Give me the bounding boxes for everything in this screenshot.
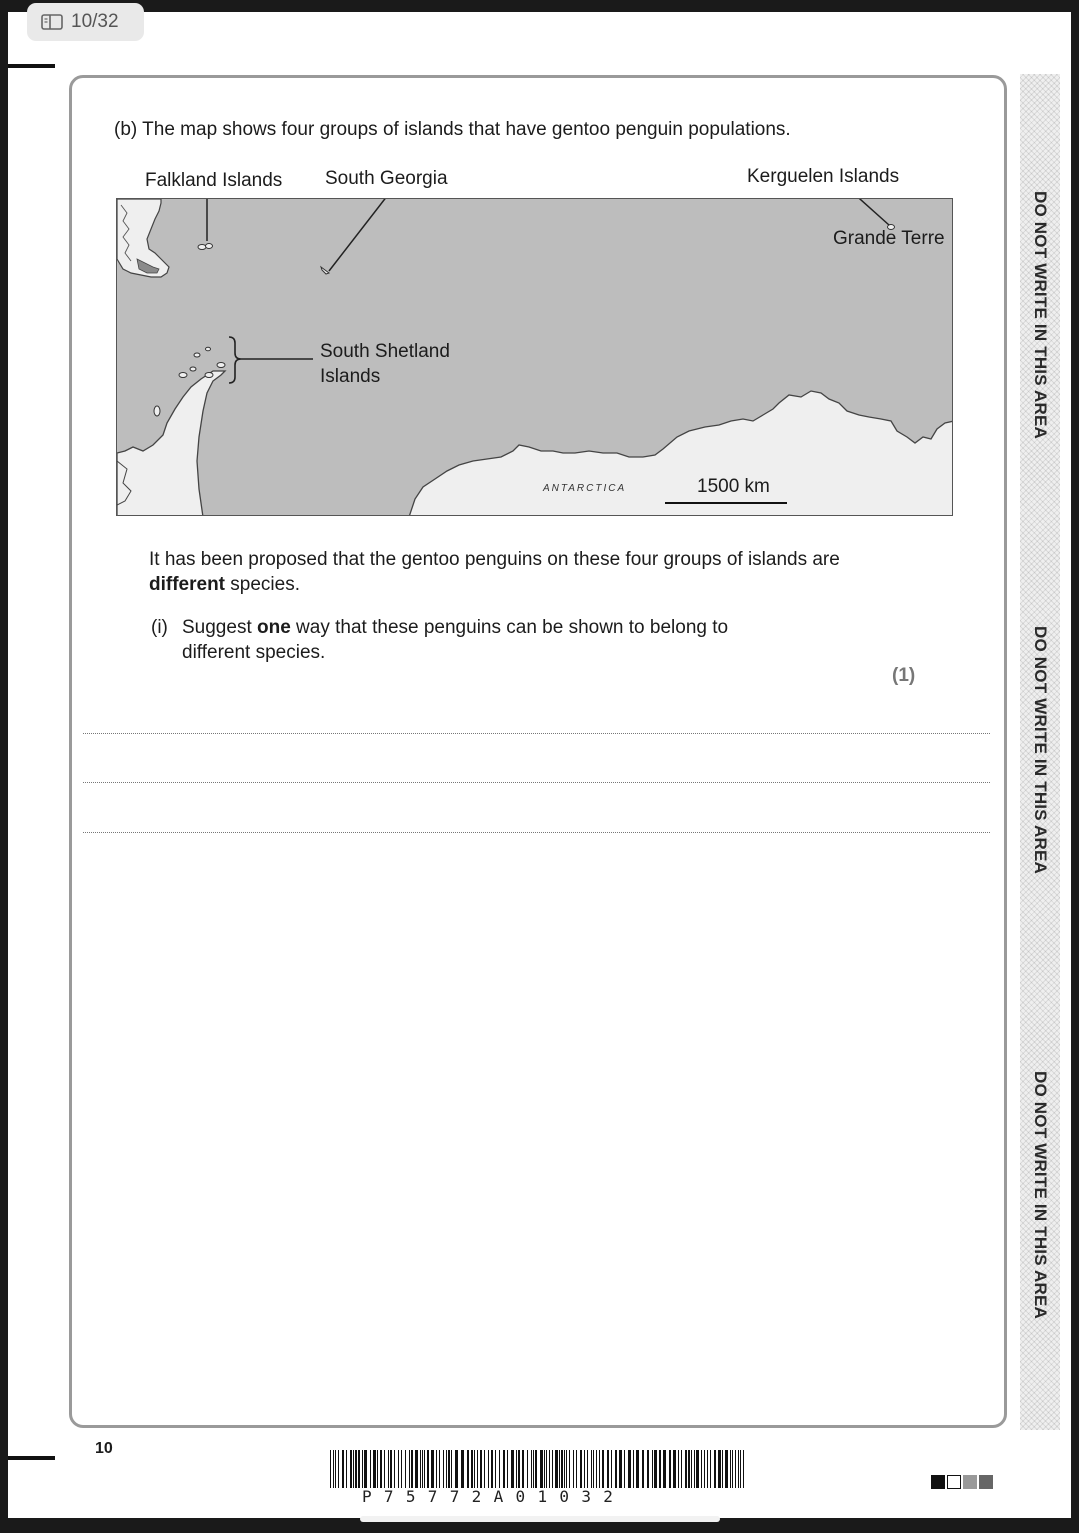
barcode-bar — [451, 1450, 452, 1488]
south-georgia-island — [321, 267, 329, 274]
page-number: 10 — [95, 1440, 113, 1457]
page-indicator[interactable] — [27, 3, 144, 41]
barcode-bar — [439, 1450, 440, 1488]
barcode-bar — [448, 1450, 450, 1488]
proposal-emphasis: different — [149, 574, 225, 595]
falkland-label: Falkland Islands — [145, 170, 283, 191]
barcode-bar — [518, 1450, 520, 1488]
book-icon — [41, 14, 63, 30]
barcode-bar — [647, 1450, 649, 1488]
barcode-bar — [669, 1450, 671, 1488]
barcode-bar — [678, 1450, 679, 1488]
barcode-bar — [561, 1450, 563, 1488]
south-georgia-label: South Georgia — [325, 168, 448, 189]
barcode-bar — [531, 1450, 532, 1488]
question-b-i-number: (i) — [151, 617, 168, 638]
barcode-bar — [593, 1450, 594, 1488]
barcode-bar — [533, 1450, 534, 1488]
south-shetland-label-line1: South Shetland — [320, 341, 450, 362]
barcode-bar — [388, 1450, 389, 1488]
barcode-bar — [730, 1450, 731, 1488]
barcode-bar — [480, 1450, 482, 1488]
scale-bar — [665, 502, 787, 504]
barcode-bar — [370, 1450, 371, 1488]
barcode-bar — [735, 1450, 736, 1488]
barcode-bar — [707, 1450, 708, 1488]
home-indicator[interactable] — [360, 1516, 720, 1522]
barcode-bar — [511, 1450, 514, 1488]
barcode-bar — [549, 1450, 550, 1488]
antarctic-peninsula — [117, 371, 225, 516]
barcode-bar — [474, 1450, 475, 1488]
barcode-bar — [584, 1450, 585, 1488]
barcode-bar — [427, 1450, 429, 1488]
barcode-bar — [398, 1450, 399, 1488]
barcode-bar — [725, 1450, 728, 1488]
barcode-bar — [342, 1450, 344, 1488]
barcode-bar — [569, 1450, 570, 1488]
do-not-write-label: DO NOT WRITE IN THIS AREA — [1031, 625, 1050, 875]
barcode-bar — [732, 1450, 733, 1488]
barcode-bar — [527, 1450, 528, 1488]
south-shetland-label-line2: Islands — [320, 366, 381, 387]
barcode-bar — [740, 1450, 741, 1488]
barcode-text: P75772A01032 — [362, 1487, 626, 1506]
kerguelen-label: Kerguelen Islands — [747, 166, 900, 187]
answer-line[interactable] — [83, 832, 990, 833]
question-b-intro: (b) The map shows four groups of islands that have gentoo penguin populations. — [114, 119, 791, 140]
barcode-bar — [546, 1450, 547, 1488]
answer-line[interactable] — [83, 782, 990, 783]
antarctica-landmass — [409, 391, 953, 516]
question-b-i-text-cont: way that these penguins can be shown to belong to — [290, 617, 729, 638]
registration-squares — [931, 1475, 993, 1489]
barcode-bar — [659, 1450, 661, 1488]
barcode-bar — [507, 1450, 508, 1488]
barcode-bar — [628, 1450, 631, 1488]
barcode-bar — [353, 1450, 354, 1488]
barcode-bar — [615, 1450, 617, 1488]
barcode-bar — [552, 1450, 553, 1488]
square-black — [931, 1475, 945, 1489]
barcode-bar — [602, 1450, 604, 1488]
question-b-i-emphasis: one — [257, 617, 291, 638]
proposal-text-end: species. — [225, 574, 300, 595]
barcode-bar — [350, 1450, 352, 1488]
barcode-bar — [633, 1450, 634, 1488]
barcode-bar — [394, 1450, 395, 1488]
barcode-bar — [401, 1450, 402, 1488]
barcode-bar — [477, 1450, 478, 1488]
map-drawing — [117, 199, 953, 516]
barcode-bar — [409, 1450, 410, 1488]
barcode-bar — [380, 1450, 382, 1488]
question-b-i-text-line2: different species. — [182, 642, 326, 663]
barcode-bar — [424, 1450, 425, 1488]
barcode-bar — [566, 1450, 567, 1488]
barcode-bar — [576, 1450, 577, 1488]
barcode-bar — [364, 1450, 367, 1488]
barcode-bar — [411, 1450, 413, 1488]
barcode-bar — [564, 1450, 565, 1488]
barcode-bar — [652, 1450, 653, 1488]
barcode-bar — [422, 1450, 423, 1488]
scale-label: 1500 km — [697, 476, 770, 497]
proposal-text: It has been proposed that the gentoo penguins on these four groups of islands are — [149, 549, 840, 570]
barcode-bar — [701, 1450, 702, 1488]
penguin-map — [116, 198, 953, 516]
south-shetland-brace — [229, 337, 241, 383]
proposal-paragraph — [149, 547, 889, 597]
barcode-bar — [654, 1450, 657, 1488]
barcode-bar — [607, 1450, 609, 1488]
barcode-bar — [420, 1450, 421, 1488]
square-dark-grey — [979, 1475, 993, 1489]
barcode-bar — [596, 1450, 597, 1488]
barcode-bar — [696, 1450, 699, 1488]
square-grey — [963, 1475, 977, 1489]
barcode-bar — [714, 1450, 716, 1488]
barcode-bar — [455, 1450, 458, 1488]
barcode-bar — [599, 1450, 600, 1488]
barcode-bar — [619, 1450, 622, 1488]
barcode-bar — [443, 1450, 444, 1488]
barcode-bar — [516, 1450, 517, 1488]
antarctica-label: ANTARCTICA — [543, 483, 627, 494]
barcode-bar — [346, 1450, 347, 1488]
barcode-bar — [467, 1450, 469, 1488]
barcode-bar — [431, 1450, 434, 1488]
barcode-bar — [624, 1450, 625, 1488]
question-b-i — [151, 615, 728, 665]
barcode-bar — [461, 1450, 464, 1488]
barcode-bar — [573, 1450, 574, 1488]
barcode-bar — [415, 1450, 418, 1488]
barcode-bar — [522, 1450, 524, 1488]
barcode-bar — [436, 1450, 437, 1488]
barcode-bar — [491, 1450, 493, 1488]
barcode-bar — [691, 1450, 692, 1488]
barcode-bar — [358, 1450, 360, 1488]
marks-badge: (1) — [892, 665, 916, 686]
barcode-bar — [663, 1450, 666, 1488]
barcode-bar — [330, 1450, 331, 1488]
barcode-bar — [722, 1450, 723, 1488]
barcode-bar — [362, 1450, 363, 1488]
barcode-bar — [636, 1450, 639, 1488]
barcode-bar — [535, 1450, 537, 1488]
south-shetland-islands — [194, 353, 200, 357]
barcode-bar — [446, 1450, 447, 1488]
barcode-bar — [540, 1450, 543, 1488]
barcode-bar — [488, 1450, 489, 1488]
barcode-bar — [580, 1450, 582, 1488]
barcode-bar — [405, 1450, 406, 1488]
barcode-bar — [710, 1450, 711, 1488]
barcode-bar — [685, 1450, 687, 1488]
falkland-islands — [198, 245, 206, 250]
answer-line[interactable] — [83, 733, 990, 734]
barcode-bar — [611, 1450, 612, 1488]
barcode-bar — [642, 1450, 644, 1488]
barcode-bar — [495, 1450, 496, 1488]
barcode-bar — [338, 1450, 339, 1488]
barcode-bar — [544, 1450, 545, 1488]
barcode-bar — [373, 1450, 376, 1488]
barcode-bar — [390, 1450, 392, 1488]
barcode-bar — [587, 1450, 588, 1488]
barcode-bar — [384, 1450, 385, 1488]
barcode-bar — [499, 1450, 500, 1488]
barcode-bar — [673, 1450, 676, 1488]
barcode-bar — [484, 1450, 485, 1488]
barcode-bar — [738, 1450, 739, 1488]
question-b-i-text: Suggest — [182, 617, 257, 638]
barcode-bar — [718, 1450, 721, 1488]
registration-mark-top — [8, 64, 55, 68]
barcode-bar — [335, 1450, 336, 1488]
barcode-bar — [355, 1450, 357, 1488]
square-white — [947, 1475, 961, 1489]
barcode-bar — [377, 1450, 378, 1488]
barcode-bar — [559, 1450, 560, 1488]
barcode-bar — [555, 1450, 558, 1488]
barcode-bar — [704, 1450, 705, 1488]
barcode-bar — [471, 1450, 473, 1488]
barcode-bar — [503, 1450, 505, 1488]
barcode-bar — [333, 1450, 334, 1488]
grande-terre-label: Grande Terre — [833, 228, 945, 249]
barcode — [330, 1450, 746, 1488]
barcode-bar — [694, 1450, 695, 1488]
do-not-write-label: DO NOT WRITE IN THIS AREA — [1031, 190, 1050, 440]
barcode-bar — [681, 1450, 682, 1488]
barcode-bar — [688, 1450, 690, 1488]
do-not-write-label: DO NOT WRITE IN THIS AREA — [1031, 1070, 1050, 1320]
barcode-bar — [743, 1450, 744, 1488]
registration-mark-bottom — [8, 1456, 55, 1460]
page-indicator-label: 10/32 — [71, 11, 119, 32]
barcode-bar — [591, 1450, 592, 1488]
